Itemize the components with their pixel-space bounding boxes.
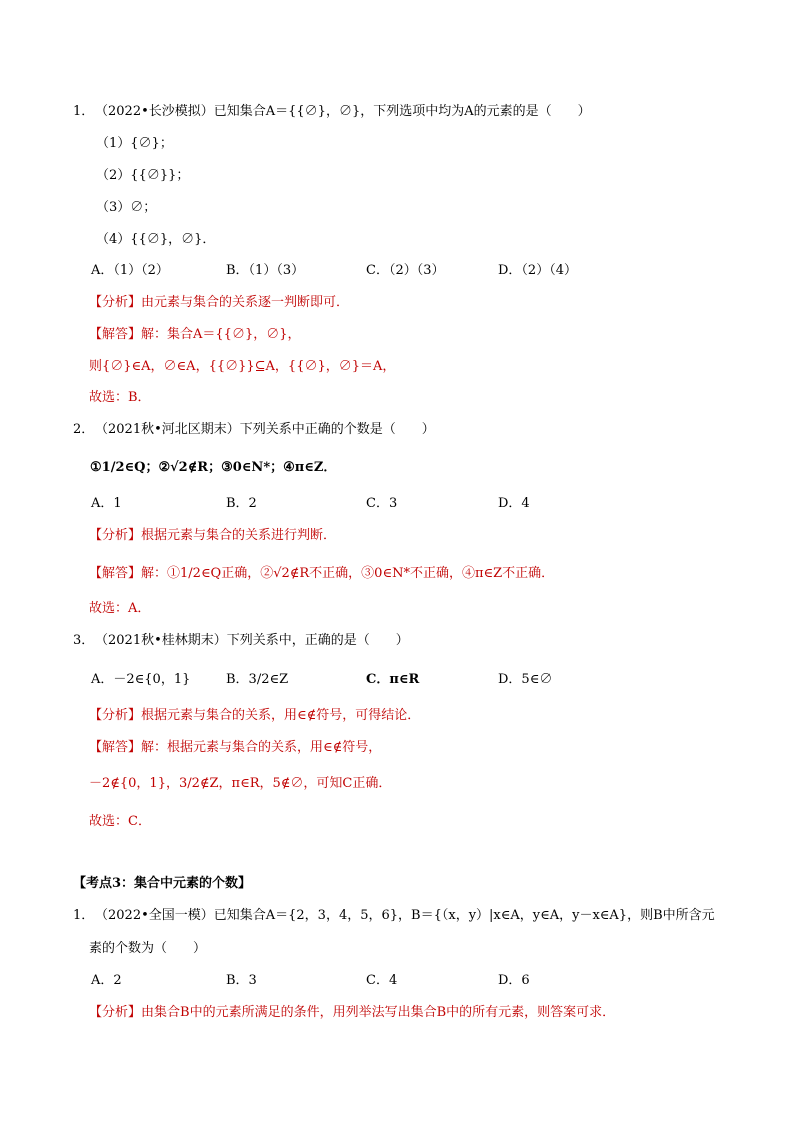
analysis-text: 根据元素与集合的关系，用∈∉符号，可得结论． — [141, 708, 421, 723]
question-stem-cont: 素的个数为（ ） — [89, 941, 207, 956]
option-d: D．6 — [498, 973, 530, 988]
question-number: 2． — [73, 422, 95, 437]
list-item: （2）{{∅}}； — [96, 168, 190, 183]
option-c: C．π∈R — [366, 672, 420, 687]
section-heading: 【考点3：集合中元素的个数】 — [73, 876, 252, 891]
option-b: B．2 — [226, 496, 257, 511]
question-stem: （2022•长沙模拟）已知集合A＝{{∅}，∅}，下列选项中均为A的元素的是（ ） — [95, 104, 591, 119]
analysis-text: 由元素与集合的关系逐一判断即可． — [141, 295, 350, 310]
choice-text: 故选：C． — [89, 814, 151, 829]
option-c: C．（2）（3） — [366, 263, 445, 278]
question-number: 3． — [73, 633, 95, 648]
option-a: A．1 — [91, 496, 122, 511]
option-d: D．5∈∅ — [498, 672, 553, 687]
solution-text: 则{∅}∈A，∅∈A，{{∅}}⊆A，{{∅}，∅}＝A， — [89, 359, 396, 374]
analysis-tag: 【分析】 — [89, 708, 142, 723]
question-stem: （2021秋•河北区期末）下列关系中正确的个数是（ ） — [95, 422, 435, 437]
solution-text: 解：①1/2∈Q正确，②√2∉R不正确，③0∈N*不正确，④π∈Z不正确． — [141, 566, 555, 581]
option-b: B．3 — [226, 973, 257, 988]
solution-text: －2∉{0，1}，3/2∉Z，π∈R，5∉∅，可知C正确． — [89, 776, 392, 791]
option-b: B．（1）（3） — [226, 263, 305, 278]
analysis-tag: 【分析】 — [89, 528, 142, 543]
solution-text: 解：根据元素与集合的关系，用∈∉符号， — [141, 740, 382, 755]
option-b: B．3/2∈Z — [226, 672, 289, 687]
solution-tag: 【解答】 — [89, 740, 142, 755]
analysis-tag: 【分析】 — [89, 1005, 142, 1020]
solution-text: 解：集合A＝{{∅}，∅}， — [141, 327, 301, 342]
list-item: （3）∅； — [96, 200, 157, 215]
analysis-text: 根据元素与集合的关系进行判断． — [141, 528, 337, 543]
solution-tag: 【解答】 — [89, 327, 142, 342]
question-stem: （2022•全国一模）已知集合A＝{2，3，4，5，6}，B＝{（x，y）|x∈A，y∈A，y－x∈A}，则B中所含元 — [95, 908, 715, 923]
choice-text: 故选：A． — [89, 601, 151, 616]
list-item: （4）{{∅}，∅}． — [96, 232, 216, 247]
analysis-text: 由集合B中的元素所满足的条件，用列举法写出集合B中的所有元素，则答案可求． — [141, 1005, 616, 1020]
analysis-tag: 【分析】 — [89, 295, 142, 310]
option-d: D．（2）（4） — [498, 263, 577, 278]
option-c: C．4 — [366, 973, 398, 988]
question-number: 1． — [73, 104, 95, 119]
choice-text: 故选：B． — [89, 390, 151, 405]
solution-tag: 【解答】 — [89, 566, 142, 581]
option-a: A．（1）（2） — [91, 263, 169, 278]
option-a: A．2 — [91, 973, 122, 988]
question-number: 1． — [73, 908, 95, 923]
relations-text: ①1/2∈Q；②√2∉R；③0∈N*；④π∈Z． — [90, 460, 337, 475]
list-item: （1）{∅}； — [96, 136, 173, 151]
option-c: C．3 — [366, 496, 398, 511]
question-stem: （2021秋•桂林期末）下列关系中，正确的是（ ） — [95, 633, 409, 648]
option-a: A．－2∈{0，1} — [91, 672, 191, 687]
option-d: D．4 — [498, 496, 530, 511]
